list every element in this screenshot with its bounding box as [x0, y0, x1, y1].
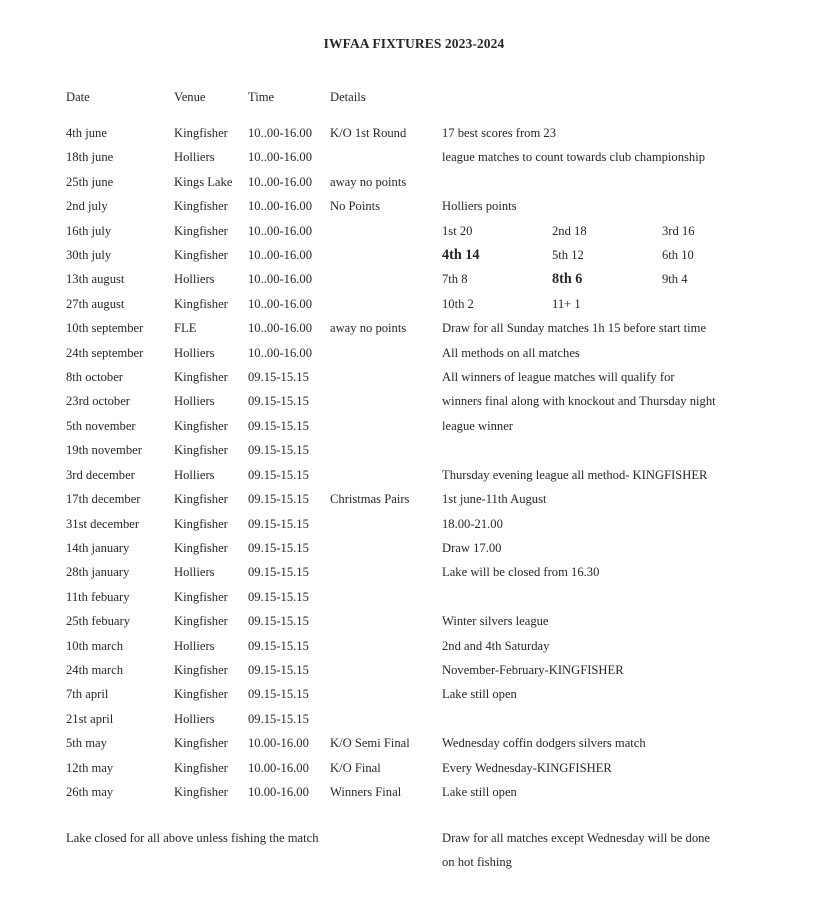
cell-venue: Kingfisher: [174, 418, 228, 433]
footer-notes: [66, 826, 766, 874]
cell-date: 7th april: [66, 687, 109, 702]
table-row: [66, 634, 766, 658]
cell-venue: Holliers: [174, 394, 215, 409]
cell-notes: [442, 682, 766, 706]
table-row: [66, 780, 766, 804]
table-row: [66, 389, 766, 413]
table-row: [66, 707, 766, 731]
cell-date: 19th november: [66, 443, 142, 458]
table-row: [66, 585, 766, 609]
cell-time: 09.15-15.15: [248, 662, 309, 677]
cell-notes: [442, 341, 766, 365]
note-text: Lake will be closed from 16.30: [442, 565, 600, 580]
points-entry: 7th 8: [442, 272, 468, 287]
cell-venue: Holliers: [174, 345, 215, 360]
cell-venue: Kingfisher: [174, 370, 228, 385]
cell-notes: [442, 414, 766, 438]
cell-details: away no points: [330, 321, 407, 336]
cell-date: 31st december: [66, 516, 140, 531]
cell-venue: Kingfisher: [174, 784, 228, 799]
points-table-row: [442, 292, 766, 316]
cell-notes: [442, 438, 766, 462]
table-row: [66, 194, 766, 218]
footer-note-left: Lake closed for all above unless fishing the match: [66, 831, 319, 845]
cell-date: 11th febuary: [66, 589, 130, 604]
note-text: league winner: [442, 418, 513, 433]
cell-details: [330, 438, 442, 462]
cell-details: [330, 707, 442, 731]
cell-date: 26th may: [66, 784, 114, 799]
cell-time: 09.15-15.15: [248, 492, 309, 507]
cell-details: [330, 292, 442, 316]
footer-note-right: Draw for all matches except Wednesday will be done: [442, 831, 711, 845]
cell-details: [330, 389, 442, 413]
table-row: [66, 438, 766, 462]
cell-time: 09.15-15.15: [248, 540, 309, 555]
cell-venue: Holliers: [174, 565, 215, 580]
cell-venue: Kingfisher: [174, 199, 228, 214]
note-text: league matches to count towards club championship: [442, 150, 705, 165]
cell-date: 18th june: [66, 150, 114, 165]
cell-notes: [442, 585, 766, 609]
cell-details: [330, 585, 442, 609]
points-entry: 4th 14: [442, 247, 480, 264]
cell-time: 10..00-16.00: [248, 174, 313, 189]
cell-time: 10.00-16.00: [248, 736, 309, 751]
cell-date: 3rd december: [66, 467, 135, 482]
note-text: Thursday evening league all method- KINGFISHER: [442, 467, 708, 482]
table-row: [66, 414, 766, 438]
table-row: [66, 658, 766, 682]
table-row: [66, 682, 766, 706]
cell-time: 09.15-15.15: [248, 638, 309, 653]
cell-notes: [442, 170, 766, 194]
cell-notes: [442, 707, 766, 731]
points-entry: 11+ 1: [552, 296, 581, 311]
points-entry: 2nd 18: [552, 223, 587, 238]
cell-venue: Kingfisher: [174, 760, 228, 775]
cell-venue: Kingfisher: [174, 296, 228, 311]
note-text: November-February-KINGFISHER: [442, 662, 624, 677]
note-text: Lake still open: [442, 687, 517, 702]
cell-date: 24th march: [66, 662, 124, 677]
note-text: Winter silvers league: [442, 614, 549, 629]
cell-notes: [442, 560, 766, 584]
cell-venue: Kingfisher: [174, 443, 228, 458]
cell-time: 09.15-15.15: [248, 614, 309, 629]
note-text: Draw 17.00: [442, 540, 502, 555]
cell-details: [330, 658, 442, 682]
cell-venue: Kingfisher: [174, 492, 228, 507]
cell-notes: [442, 121, 766, 145]
cell-time: 09.15-15.15: [248, 418, 309, 433]
cell-date: 13th august: [66, 272, 125, 287]
cell-venue: Kings Lake: [174, 174, 233, 189]
table-row: [66, 292, 766, 316]
note-text: Draw for all Sunday matches 1h 15 before start time: [442, 321, 707, 336]
points-entry: 5th 12: [552, 248, 584, 263]
cell-date: 12th may: [66, 760, 114, 775]
cell-details: Christmas Pairs: [330, 492, 410, 507]
fixtures-table-head: [66, 86, 766, 121]
cell-date: 8th october: [66, 370, 124, 385]
cell-venue: Holliers: [174, 467, 215, 482]
cell-time: 09.15-15.15: [248, 394, 309, 409]
table-header-row: [66, 86, 766, 121]
cell-time: 10.00-16.00: [248, 760, 309, 775]
cell-notes: [442, 658, 766, 682]
cell-date: 24th september: [66, 345, 144, 360]
cell-details: [330, 634, 442, 658]
cell-details: [330, 365, 442, 389]
cell-time: 09.15-15.15: [248, 687, 309, 702]
table-row: [66, 170, 766, 194]
cell-date: 10th september: [66, 321, 144, 336]
cell-notes: [442, 487, 766, 511]
points-entry: 10th 2: [442, 296, 474, 311]
column-header-notes: [442, 86, 766, 121]
cell-venue: Kingfisher: [174, 126, 228, 140]
cell-time: 10..00-16.00: [248, 272, 313, 287]
note-text: winners final along with knockout and Thursday night: [442, 394, 716, 409]
cell-time: 10.00-16.00: [248, 784, 309, 799]
points-entry: 3rd 16: [662, 223, 695, 238]
note-text: Lake still open: [442, 784, 517, 799]
cell-date: 17th december: [66, 492, 141, 507]
cell-notes: [442, 219, 766, 243]
cell-date: 10th march: [66, 638, 124, 653]
cell-time: 10..00-16.00: [248, 199, 313, 214]
table-row: [66, 316, 766, 340]
cell-venue: Kingfisher: [174, 516, 228, 531]
cell-venue: Holliers: [174, 272, 215, 287]
cell-notes: [442, 463, 766, 487]
cell-date: 25th febuary: [66, 614, 130, 629]
cell-details: K/O Semi Final: [330, 736, 410, 751]
cell-notes: [442, 780, 766, 804]
cell-time: 10..00-16.00: [248, 248, 313, 263]
cell-details: [330, 341, 442, 365]
cell-date: 27th august: [66, 296, 125, 311]
table-row: [66, 267, 766, 291]
table-row: [66, 756, 766, 780]
cell-venue: Kingfisher: [174, 589, 228, 604]
cell-venue: Kingfisher: [174, 736, 228, 751]
table-row: [66, 512, 766, 536]
cell-time: 09.15-15.15: [248, 443, 309, 458]
cell-details: [330, 463, 442, 487]
points-table-row: [442, 243, 766, 267]
cell-time: 10..00-16.00: [248, 296, 313, 311]
points-entry: 8th 6: [552, 271, 583, 288]
cell-time: 09.15-15.15: [248, 565, 309, 580]
page-title: IWFAA FIXTURES 2023-2024: [323, 36, 505, 51]
fixtures-table-body: [66, 121, 766, 804]
cell-venue: Kingfisher: [174, 687, 228, 702]
cell-notes: [442, 609, 766, 633]
cell-date: 14th january: [66, 540, 130, 555]
cell-time: 09.15-15.15: [248, 711, 309, 726]
cell-details: [330, 682, 442, 706]
cell-venue: Holliers: [174, 711, 215, 726]
cell-time: 10..00-16.00: [248, 150, 313, 165]
cell-notes: [442, 267, 766, 291]
cell-notes: [442, 389, 766, 413]
table-row: [66, 731, 766, 755]
cell-details: [330, 512, 442, 536]
table-row: [66, 487, 766, 511]
cell-date: 5th november: [66, 418, 136, 433]
note-text: All winners of league matches will qualify for: [442, 370, 675, 385]
cell-venue: Holliers: [174, 150, 215, 165]
table-row: [66, 219, 766, 243]
cell-venue: FLE: [174, 321, 197, 336]
cell-notes: [442, 292, 766, 316]
table-row: [66, 365, 766, 389]
column-header-date: Date: [66, 90, 90, 104]
cell-details: [330, 243, 442, 267]
cell-venue: Kingfisher: [174, 248, 228, 263]
cell-time: 09.15-15.15: [248, 467, 309, 482]
cell-date: 21st april: [66, 711, 114, 726]
cell-venue: Kingfisher: [174, 223, 228, 238]
cell-time: 10..00-16.00: [248, 126, 313, 140]
note-text: All methods on all matches: [442, 345, 580, 360]
cell-notes: [442, 756, 766, 780]
cell-date: 2nd july: [66, 199, 108, 214]
cell-details: [330, 267, 442, 291]
cell-date: 16th july: [66, 223, 112, 238]
cell-notes: [442, 243, 766, 267]
cell-date: 25th june: [66, 174, 114, 189]
table-row: [66, 121, 766, 145]
cell-details: [330, 560, 442, 584]
column-header-venue: Venue: [174, 90, 206, 104]
cell-notes: [442, 365, 766, 389]
table-row: [66, 463, 766, 487]
cell-details: No Points: [330, 199, 381, 214]
note-text: 18.00-21.00: [442, 516, 503, 531]
cell-details: [330, 536, 442, 560]
cell-time: 09.15-15.15: [248, 516, 309, 531]
column-header-time: Time: [248, 90, 275, 104]
column-header-details: Details: [330, 90, 366, 104]
points-entry: 9th 4: [662, 272, 688, 287]
cell-details: [330, 414, 442, 438]
cell-date: 30th july: [66, 248, 112, 263]
cell-time: 09.15-15.15: [248, 589, 309, 604]
cell-notes: [442, 536, 766, 560]
cell-date: 23rd october: [66, 394, 130, 409]
cell-venue: Kingfisher: [174, 662, 228, 677]
cell-venue: Holliers: [174, 638, 215, 653]
cell-time: 10..00-16.00: [248, 321, 313, 336]
note-text: 17 best scores from 23: [442, 126, 557, 140]
table-row: [66, 145, 766, 169]
points-table-row: [442, 267, 766, 291]
cell-details: K/O Final: [330, 760, 381, 775]
cell-details: [330, 145, 442, 169]
cell-details: away no points: [330, 174, 407, 189]
cell-details: [330, 609, 442, 633]
cell-notes: [442, 145, 766, 169]
note-text: Holliers points: [442, 199, 517, 214]
footer-line: [66, 826, 766, 850]
cell-details: [330, 219, 442, 243]
table-row: [66, 243, 766, 267]
points-entry: [662, 292, 762, 316]
note-text: Every Wednesday-KINGFISHER: [442, 760, 612, 775]
cell-venue: Kingfisher: [174, 540, 228, 555]
note-text: 1st june-11th August: [442, 492, 547, 507]
note-text: Wednesday coffin dodgers silvers match: [442, 736, 646, 751]
note-text: 2nd and 4th Saturday: [442, 638, 550, 653]
fixtures-table: [66, 86, 766, 804]
cell-notes: [442, 634, 766, 658]
table-row: [66, 609, 766, 633]
cell-notes: [442, 731, 766, 755]
cell-venue: Kingfisher: [174, 614, 228, 629]
cell-details: Winners Final: [330, 784, 402, 799]
table-row: [66, 560, 766, 584]
footer-note-left: [66, 850, 442, 874]
footer-note-right: on hot fishing: [442, 855, 512, 869]
cell-time: 10..00-16.00: [248, 345, 313, 360]
cell-date: 5th may: [66, 736, 107, 751]
cell-date: 4th june: [66, 126, 107, 140]
table-row: [66, 536, 766, 560]
cell-time: 10..00-16.00: [248, 223, 313, 238]
cell-notes: [442, 194, 766, 218]
cell-notes: [442, 512, 766, 536]
points-entry: 6th 10: [662, 248, 694, 263]
footer-line: [66, 850, 766, 874]
points-table-row: [442, 219, 766, 243]
points-entry: 1st 20: [442, 223, 473, 238]
cell-details: K/O 1st Round: [330, 126, 407, 140]
table-row: [66, 341, 766, 365]
cell-notes: [442, 316, 766, 340]
cell-time: 09.15-15.15: [248, 370, 309, 385]
cell-date: 28th january: [66, 565, 130, 580]
